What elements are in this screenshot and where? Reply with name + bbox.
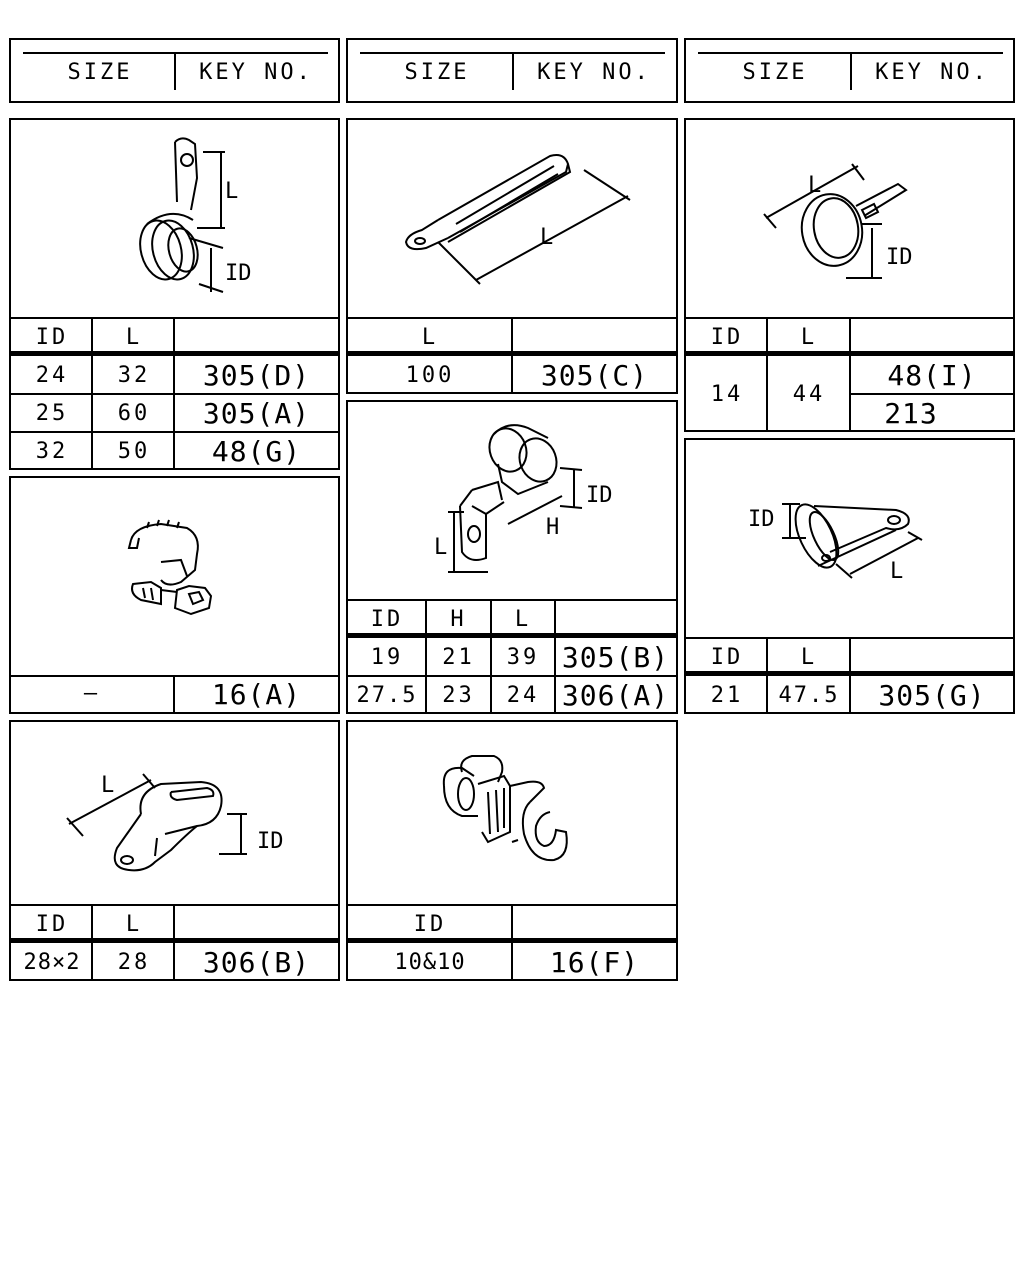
dim-label-L: L [225, 179, 239, 204]
slotted-bracket-diagram [348, 120, 676, 318]
dim-label-L: L [101, 773, 115, 798]
cell-l: 47.5 [778, 683, 840, 708]
part-panel-7 [9, 720, 340, 981]
table-top-rule [348, 599, 676, 601]
dim-label-ID: ID [257, 829, 284, 854]
twin-clip-diagram [348, 722, 676, 904]
cell-id: 32 [35, 439, 69, 464]
cell-key-no: 305(B) [561, 641, 670, 674]
cell-l: 39 [506, 645, 540, 670]
row-rule [11, 393, 338, 395]
table-thick-rule [686, 671, 1013, 676]
header-box-3 [684, 38, 1015, 103]
cell-key-no: 305(C) [540, 359, 649, 392]
offset-clamp-diagram [348, 402, 676, 600]
dim-label-L: L [890, 559, 904, 584]
cell-size-dash: — [83, 681, 101, 706]
cell-key-no: 48(I) [887, 359, 977, 392]
cell-key-no: 16(A) [211, 678, 302, 711]
cell-id: 25 [35, 401, 69, 426]
dim-label-H: H [546, 515, 560, 540]
col-header-id: ID [35, 912, 69, 937]
part-panel-5 [346, 400, 678, 714]
header-key-label: KEY NO. [537, 60, 651, 85]
part-panel-8 [346, 720, 678, 981]
cell-key-no: 305(G) [878, 679, 986, 712]
row-rule [348, 675, 676, 677]
cell-key-no: 305(D) [202, 359, 311, 392]
cell-key-no: 213 [884, 397, 938, 430]
part-panel-6 [684, 438, 1015, 714]
dim-label-ID: ID [586, 483, 613, 508]
dim-label-ID: ID [748, 507, 775, 532]
dim-label-L: L [434, 535, 448, 560]
row-rule [11, 431, 338, 433]
cell-l: 100 [405, 363, 455, 388]
col-header-l: L [514, 607, 532, 632]
cell-l: 24 [506, 683, 540, 708]
ring-clamp-diagram [686, 120, 1013, 318]
col-divider [766, 317, 768, 432]
table-thick-rule [348, 938, 676, 943]
cell-key-no: 305(A) [202, 397, 311, 430]
cell-h: 21 [442, 645, 475, 670]
table-thick-rule [11, 938, 338, 943]
col-header-id: ID [35, 325, 69, 350]
cell-key-no: 306(B) [202, 946, 311, 979]
table-thick-rule [348, 351, 676, 356]
cell-key-no: 306(A) [561, 679, 670, 712]
header-size-label: SIZE [742, 60, 808, 85]
header-size-label: SIZE [404, 60, 470, 85]
col-header-id: ID [710, 325, 744, 350]
cell-key-no: 48(G) [211, 435, 302, 468]
header-key-label: KEY NO. [875, 60, 989, 85]
col-header-l: L [800, 325, 818, 350]
cell-id: 21 [710, 683, 744, 708]
col-header-l: L [421, 325, 439, 350]
col-header-l: L [800, 645, 818, 670]
part-panel-3 [684, 118, 1015, 432]
header-box-2 [346, 38, 678, 103]
header-key-label: KEY NO. [199, 60, 313, 85]
loop-clamp-diagram [686, 440, 1013, 638]
table-thick-rule [11, 351, 338, 356]
header-box-1 [9, 38, 340, 103]
col-header-l: L [125, 912, 143, 937]
cell-l: 32 [117, 363, 151, 388]
cell-id: 10&10 [394, 950, 466, 975]
header-size-label: SIZE [67, 60, 133, 85]
table-thick-rule [348, 633, 676, 638]
col-header-id: ID [370, 607, 404, 632]
col-header-id: ID [413, 912, 447, 937]
dim-label-L: L [540, 225, 554, 250]
double-clamp-diagram [11, 722, 338, 904]
cell-id: 24 [35, 363, 69, 388]
p-clamp-tab-diagram [11, 120, 338, 318]
cell-l: 60 [117, 401, 151, 426]
cell-h: 23 [442, 683, 475, 708]
snap-connector-diagram [11, 478, 338, 676]
dim-label-ID: ID [225, 261, 252, 286]
col-header-h: H [450, 607, 467, 632]
header-divider [512, 54, 514, 90]
cell-id: 27.5 [356, 683, 418, 708]
part-panel-4 [9, 476, 340, 714]
dim-label-ID: ID [886, 245, 913, 270]
part-panel-2 [346, 118, 678, 394]
table-thick-rule [686, 351, 1013, 356]
row-rule [851, 393, 1013, 395]
cell-l: 28 [117, 950, 151, 975]
col-header-l: L [125, 325, 143, 350]
cell-l: 44 [792, 382, 826, 407]
part-panel-1 [9, 118, 340, 470]
cell-id: 19 [370, 645, 404, 670]
cell-key-no: 16(F) [549, 946, 640, 979]
cell-l: 50 [117, 439, 151, 464]
cell-id: 28×2 [23, 950, 81, 975]
col-header-id: ID [710, 645, 744, 670]
dim-label-L: L [808, 173, 822, 198]
cell-id: 14 [710, 382, 744, 407]
header-divider [850, 54, 852, 90]
